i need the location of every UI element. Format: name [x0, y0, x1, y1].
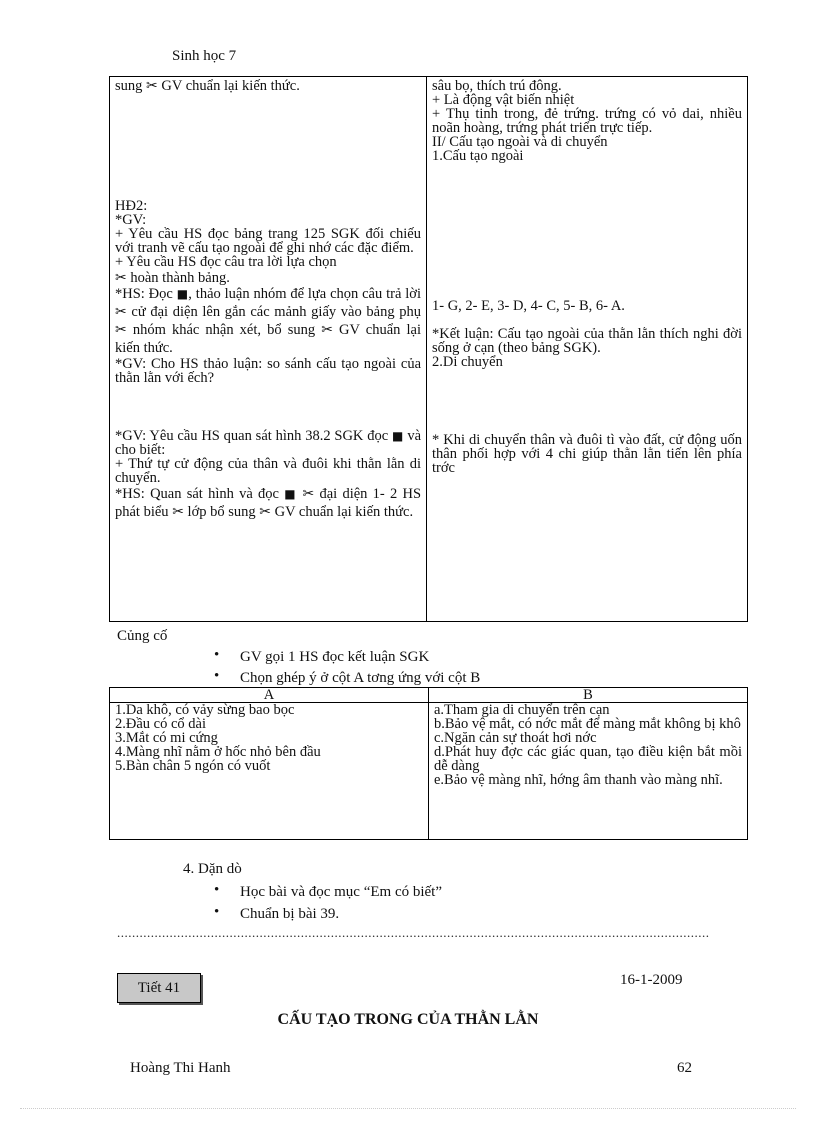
bullet-icon: •: [214, 904, 220, 920]
bullet-icon: •: [214, 668, 220, 684]
section-heading: II/ Cấu tạo ngoài và di chuyển: [432, 134, 608, 150]
list-item: e.Bảo vệ màng nhĩ, hớng âm thanh vào màng nhĩ.: [434, 772, 723, 788]
text: và cho biết:: [115, 428, 422, 458]
scissors-icon: ✂: [259, 504, 271, 520]
matching-table: [109, 687, 748, 840]
list-item: 3.Mắt có mi cứng: [115, 730, 218, 746]
text: đại diện 1- 2 HS phát biểu: [115, 486, 422, 520]
content-line: sâu bọ, thích trú đông.: [432, 78, 562, 94]
square-icon: ■: [391, 429, 404, 443]
footer-author: Hoàng Thi Hanh: [130, 1060, 231, 1076]
hd2-label: HĐ2:: [115, 198, 148, 214]
text: *GV: Yêu cầu HS quan sát hình 38.2 SGK đọc: [115, 428, 389, 444]
page-number: 62: [677, 1060, 692, 1076]
lesson-table: [109, 76, 748, 622]
list-item: 4.Màng nhĩ nằm ở hốc nhỏ bên đầu: [115, 744, 321, 760]
column-b-items: [429, 703, 748, 840]
dotted-separator: ..............................................................................................................................................................: [117, 925, 710, 940]
list-item: [214, 668, 481, 687]
text: Chọn ghép ý ở cột A tơng ứng với cột B: [240, 670, 481, 686]
list-item: d.Phát huy đợc các giác quan, tạo điều kiện bắt mồi dễ dàng: [434, 744, 742, 774]
content-cell: [427, 77, 748, 622]
subsection-heading: 1.Cấu tạo ngoài: [432, 148, 524, 164]
dan-do-heading: 4. Dặn dò: [183, 861, 242, 877]
column-a-items: [110, 703, 429, 840]
bullet-icon: •: [214, 647, 220, 663]
gv-question: + Thứ tự cử động của thân và đuôi khi thằn lằn di chuyển.: [115, 456, 421, 486]
lesson-title: CẤU TẠO TRONG CỦA THẰN LẰN: [277, 1011, 539, 1028]
conclusion: *Kết luận: Cấu tạo ngoài của thằn lằn thích nghi đời sống ở cạn (theo bảng SGK).: [432, 326, 742, 356]
content-line: + Là động vật biến nhiệt: [432, 92, 575, 108]
text: GV chuẩn lại kiến thức.: [161, 78, 300, 94]
page-header-subject: Sinh học 7: [172, 48, 237, 64]
cung-co-heading: Củng cố: [117, 628, 168, 644]
list-item: b.Bảo vệ mắt, có nớc mắt để màng mắt không bị khô: [434, 716, 741, 732]
gv-label: *GV:: [115, 212, 147, 228]
scissors-icon: ✂: [321, 322, 333, 338]
lesson-date: 16-1-2009: [620, 972, 683, 988]
list-item: [214, 904, 340, 923]
lesson-number-box: Tiết 41: [117, 973, 201, 1003]
movement-note: * Khi di chuyển thân và đuôi tì vào đất, cử động uốn thân phối hợp với 4 chi giúp thằn lằn tiến lên phía trớc: [432, 432, 742, 476]
text: Học bài và đọc mục “Em có biết”: [240, 884, 443, 900]
text: GV chuẩn lại kiến thức.: [274, 504, 414, 520]
list-item: 5.Bàn chân 5 ngón có vuốt: [115, 758, 271, 774]
gv-question: *GV: Cho HS thảo luận: so sánh cấu tạo ngoài của thằn lằn với ếch?: [115, 356, 421, 386]
list-item: [214, 882, 443, 901]
text: Chuẩn bị bài 39.: [240, 906, 340, 922]
square-icon: ■: [176, 287, 189, 301]
text: *HS: Quan sát hình và đọc: [115, 486, 279, 502]
column-a-header: A: [110, 688, 429, 703]
text: lớp bổ sung: [187, 504, 256, 520]
scissors-icon: ✂: [146, 78, 158, 94]
text: GV gọi 1 HS đọc kết luận SGK: [240, 649, 430, 665]
list-item: a.Tham gia di chuyển trên cạn: [434, 702, 610, 718]
list-item: [214, 647, 430, 666]
subsection-heading: 2.Di chuyển: [432, 354, 503, 370]
column-b-header: B: [429, 688, 748, 703]
text: nhóm khác nhận xét, bổ sung: [132, 322, 316, 338]
list-item: 2.Đầu có cổ dài: [115, 716, 206, 732]
gv-instruction: + Yêu cầu HS đọc bảng trang 125 SGK đối chiếu với tranh vẽ cấu tạo ngoài để ghi nhớ các đặc điểm.: [115, 226, 421, 256]
text: hoàn thành bảng.: [130, 270, 230, 286]
scissors-icon: ✂: [115, 270, 127, 286]
text: GV chuẩn lại kiến thức.: [115, 322, 422, 356]
text: + Yêu cầu HS đọc câu tra lời lựa chọn: [115, 254, 337, 270]
answer-key: 1- G, 2- E, 3- D, 4- C, 5- B, 6- A.: [432, 298, 625, 314]
scissors-icon: ✂: [302, 486, 315, 502]
text: cử đại diện lên gắn các mảnh giấy vào bảng phụ: [131, 304, 422, 320]
content-line: + Thụ tinh trong, đẻ trứng. trứng có vỏ dai, nhiều noãn hoàng, trứng phát triển trực tiếp.: [432, 106, 742, 136]
bullet-icon: •: [214, 882, 220, 898]
text: sung: [115, 78, 143, 94]
footer-divider: [20, 1108, 796, 1109]
scissors-icon: ✂: [115, 304, 127, 320]
square-icon: ■: [284, 487, 298, 501]
scissors-icon: ✂: [115, 322, 127, 338]
scissors-icon: ✂: [172, 504, 184, 520]
teacher-activity-cell: [110, 77, 427, 622]
list-item: c.Ngăn cản sự thoát hơi nớc: [434, 730, 597, 746]
text: , thảo luận nhóm để lựa chọn câu trả lời: [188, 286, 421, 302]
text: *HS: Đọc: [115, 286, 173, 302]
list-item: 1.Da khô, có vảy sừng bao bọc: [115, 702, 295, 718]
